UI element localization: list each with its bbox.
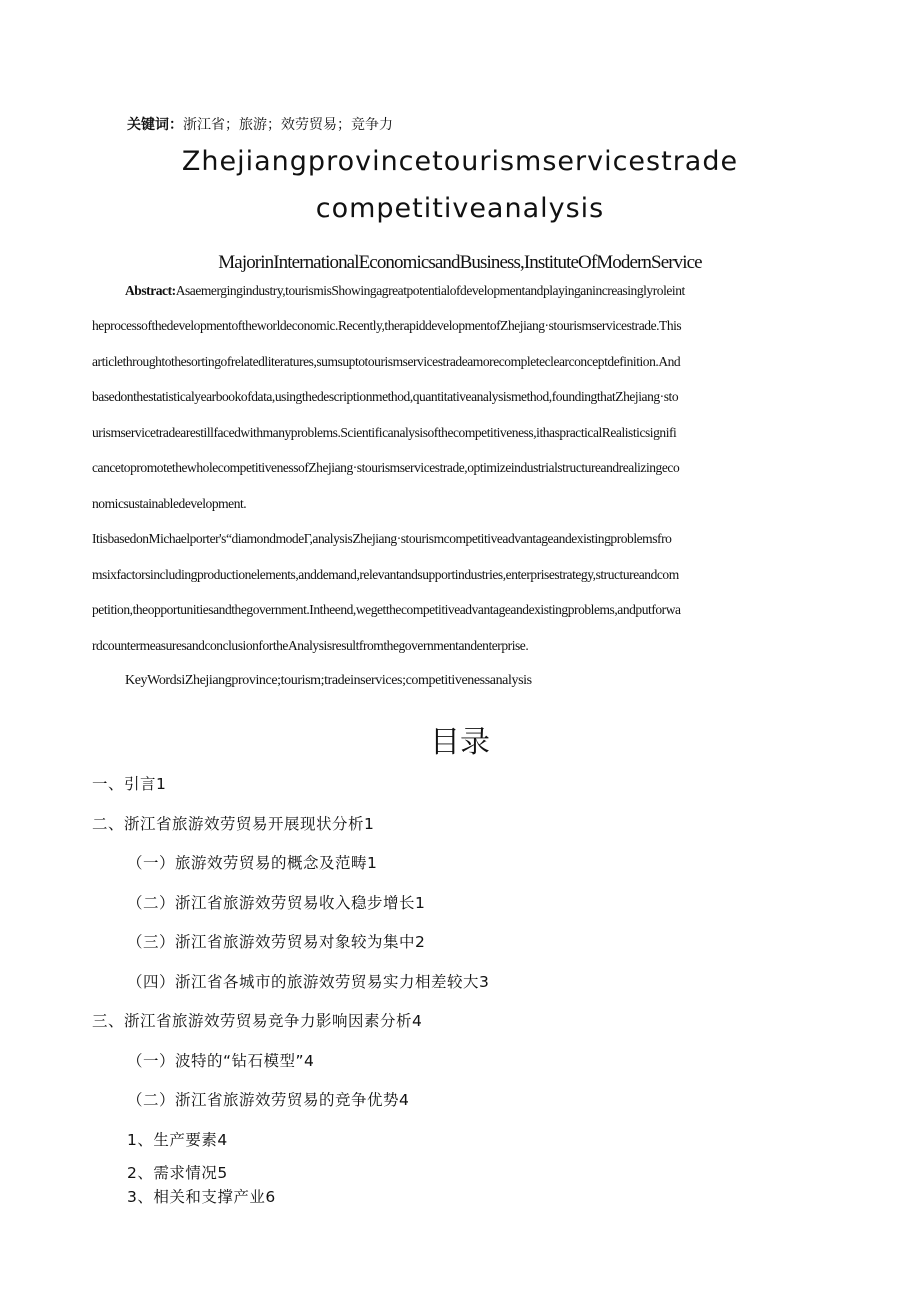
abstract-line: basedonthestatisticalyearbookofdata,usingthedescriptionmethod,quantitativeanalysismethod,foundingthatZhejiang·sto (92, 389, 679, 404)
abstract-line: ItisbasedonMichaelporter's“diamondmodeΓ,analysisZhejiang·stourismcompetitiveadvantageandexistingproblemsfro (92, 531, 672, 546)
toc-item[interactable]: （三）浙江省旅游效劳贸易对象较为集中2 (127, 933, 426, 951)
keywords-en: KeyWordsiZhejiangprovince;tourism;tradeinservices;competitivenessanalysis (125, 673, 532, 688)
major-line: MajorinInternationalEconomicsandBusiness,InstituteOfModernService (218, 252, 702, 273)
abstract-text: Asaemergingindustry,tourismisShowingagreatpotentialofdevelopmentandplayinganincreasinglyroleint (175, 283, 685, 298)
toc-item[interactable]: （四）浙江省各城市的旅游效劳贸易实力相差较大3 (127, 973, 490, 991)
abstract-line: cancetopromotethewholecompetitivenessofZhejiang·stourismservicestrade,optimizeindustrialstructureandrealizingeco (92, 460, 680, 475)
abstract-line: articlethroughtothesortingofrelatedliteratures,sumsuptotourismservicestradeamorecompleteclearconceptdefinition.And (92, 354, 681, 369)
toc-title: 目录 (430, 725, 490, 760)
toc-item[interactable]: （一）旅游效劳贸易的概念及范畴1 (127, 854, 378, 872)
abstract-line: msixfactorsincludingproductionelements,anddemand,relevantandsupportindustries,enterprisestrategy,structureandcom (92, 567, 679, 582)
keywords-cn-text: 浙江省；旅游；效劳贸易；竞争力 (183, 117, 393, 133)
abstract-line: urismservicetradearestillfacedwithmanyproblems.Scientificanalysisofthecompetitiveness,ithaspracticalRealisticsignifi (92, 425, 677, 440)
toc-item[interactable]: （一）波特的“钻石模型”4 (127, 1052, 315, 1070)
toc-item[interactable]: 一、引言1 (92, 775, 167, 793)
toc-item[interactable]: （二）浙江省旅游效劳贸易的竞争优势4 (127, 1091, 410, 1109)
abstract-line: heprocessofthedevelopmentoftheworldeconomic.Recently,therapiddevelopmentofZhejiang·stourismservicestrade.This (92, 318, 682, 333)
toc-item[interactable]: 1、生产要素4 (127, 1131, 228, 1149)
toc-item[interactable]: 三、浙江省旅游效劳贸易竞争力影响因素分析4 (92, 1012, 423, 1030)
toc-item[interactable]: 二、浙江省旅游效劳贸易开展现状分析1 (92, 815, 375, 833)
title-en-line1: Zhejiangprovincetourismservicestrade (181, 146, 739, 177)
abstract-line (125, 283, 685, 299)
keywords-cn (127, 114, 393, 134)
toc-item[interactable]: （二）浙江省旅游效劳贸易收入稳步增长1 (127, 894, 426, 912)
abstract-line: nomicsustainabledevelopment. (92, 496, 247, 511)
abstract-label: Abstract: (125, 283, 176, 298)
abstract-line: petition,theopportunitiesandthegovernment.Intheend,wegetthecompetitiveadvantageandexistingproblems,andputforwa (92, 602, 681, 617)
toc-item[interactable]: 2、需求情况5 (127, 1164, 228, 1182)
toc-item[interactable]: 3、相关和支撑产业6 (127, 1188, 276, 1206)
title-en-line2: competitiveanalysis (315, 193, 605, 224)
abstract-line: rdcountermeasuresandconclusionfortheAnalysisresultfromthegovernmentandenterprise. (92, 638, 529, 653)
keywords-cn-label: 关键词： (127, 117, 183, 133)
